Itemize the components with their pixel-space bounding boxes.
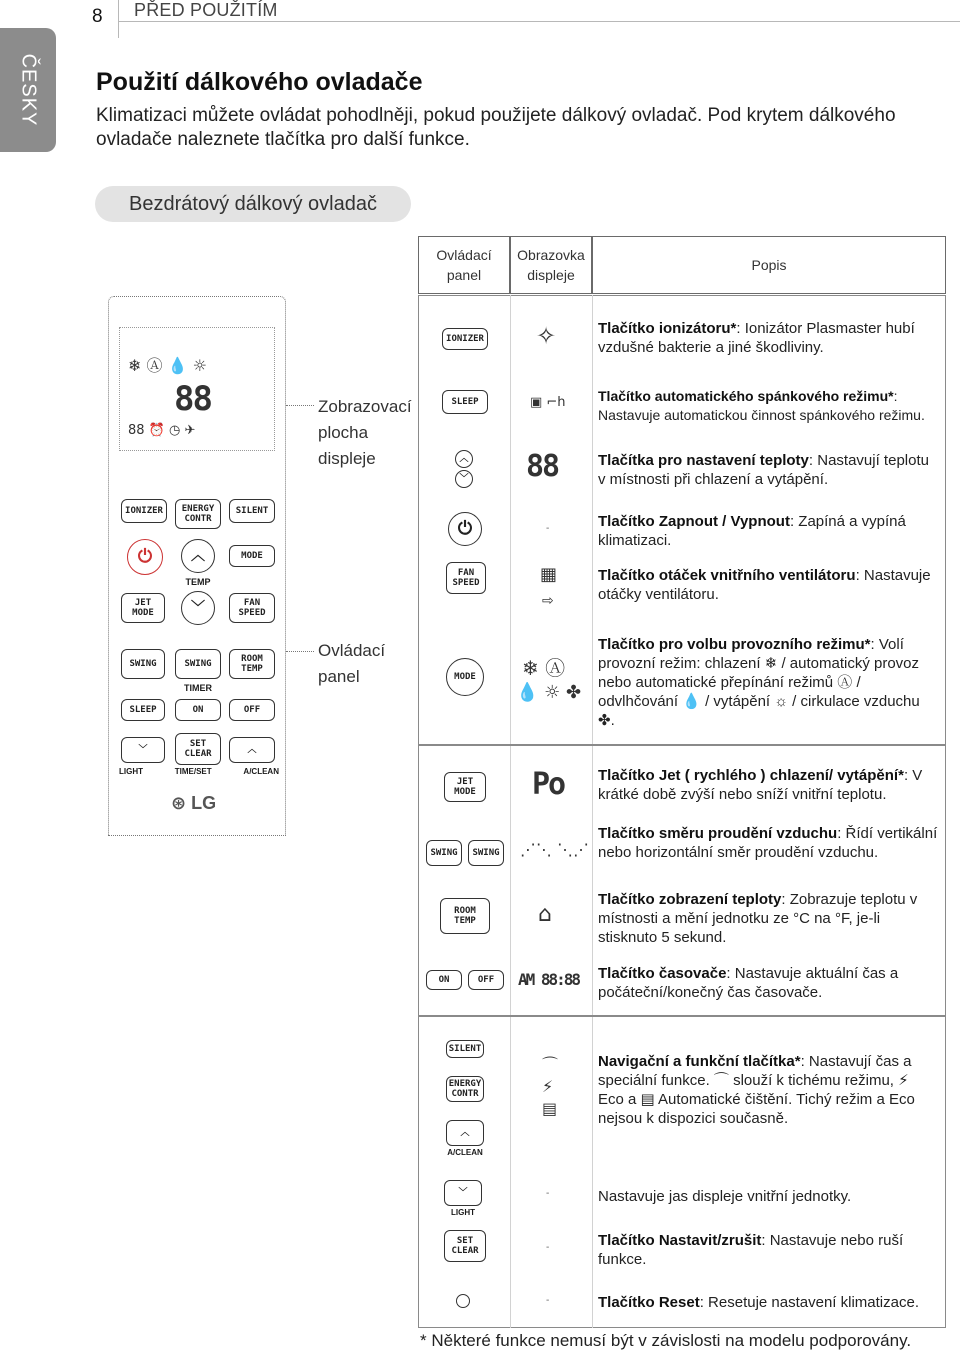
swing-display-icon: ⋰⋱ ⋱⋰	[520, 840, 590, 859]
chevron-up-icon: ︿	[460, 1128, 470, 1138]
row-ionizer-text: : Ionizátor Plasmaster hubí vzdušné bakterie a jiné škodliviny.	[598, 320, 915, 356]
remote-jet-button[interactable]: JET MODE	[121, 593, 165, 623]
row-swing-desc	[598, 824, 938, 862]
fan-display-icon: ▦	[540, 564, 558, 585]
mode-button[interactable]: MODE	[446, 658, 484, 696]
row-power-text: : Zapíná a vypíná klimatizaci.	[598, 513, 906, 549]
row-reset-desc	[598, 1293, 938, 1312]
timer-on-button[interactable]: ON	[426, 970, 462, 990]
timer-off-button[interactable]: OFF	[468, 970, 504, 990]
remote-bottom-labels	[119, 767, 279, 776]
power-icon: ⏻	[457, 518, 473, 539]
silent-button[interactable]: SILENT	[446, 1040, 484, 1058]
chevron-down-icon: ﹀	[459, 474, 469, 484]
row-fan-desc	[598, 566, 938, 604]
remote-power-button[interactable]	[127, 539, 163, 575]
remote-energy-button[interactable]: ENERGY CONTR	[175, 499, 221, 529]
page-title: Použití dálkového ovladače	[96, 68, 423, 96]
sleep-display-icon: ▣ ⌐h	[530, 395, 566, 410]
row-ionizer-title: Tlačítko ionizátoru*	[598, 320, 737, 337]
language-tab	[0, 28, 56, 152]
remote-fan-button[interactable]: FAN SPEED	[229, 593, 275, 623]
room-temp-button[interactable]: ROOM TEMP	[440, 898, 490, 934]
table-frame	[418, 295, 946, 1328]
row-mode-desc	[598, 635, 938, 730]
header-display: Obrazovka displeje	[510, 236, 592, 294]
snowflake-icon: ❄ Ⓐ 💧 ☼	[128, 356, 207, 375]
chevron-down-icon: ﹀	[191, 600, 205, 616]
row-fan-text: : Nastavuje otáčky ventilátoru.	[598, 567, 931, 603]
row-sleep-title: Tlačítko automatického spánkového režimu*	[598, 388, 894, 404]
chevron-up-icon: ︿	[459, 454, 469, 464]
header-panel: Ovládací panel	[418, 236, 510, 294]
display-digits: 88	[174, 379, 211, 419]
row-sleep-desc	[598, 387, 938, 425]
remote-temp-down-button[interactable]	[181, 591, 215, 625]
row-setclear-desc	[598, 1231, 938, 1269]
remote-temp-up-button[interactable]	[181, 539, 215, 573]
row-roomtemp-text: : Zobrazuje teplotu v místnosti a mění jednotku ze °C na °F, je-li stisknuto 5 sekund.	[598, 891, 918, 946]
row-light-desc: Nastavuje jas displeje vnitřní jednotky.	[598, 1188, 852, 1205]
row-temp-desc	[598, 451, 938, 489]
row-swing-text: : Řídí vertikální nebo horizontální směr proudění vzduchu.	[598, 825, 938, 861]
intro-text: Klimatizaci můžete ovládat pohodlněji, pokud použijete dálkový ovladač. Pod krytem dálkového ovladače naleznete tlačítka pro další funkce.	[96, 105, 896, 150]
reset-display: -	[546, 1295, 550, 1306]
row-divider	[418, 744, 946, 746]
header-description: Popis	[592, 236, 946, 294]
aclean-label: A/CLEAN	[243, 767, 279, 776]
remote-control	[108, 296, 286, 836]
header-rule	[118, 21, 960, 22]
remote-down-button[interactable]	[121, 737, 165, 763]
header-separator	[118, 0, 119, 38]
row-fan-title: Tlačítko otáček vnitřního ventilátoru	[598, 567, 856, 584]
row-nav-text: : Nastavují čas a speciální funkce. ⌒ slouží k tichému režimu, ⚡ Eco a ▤ Automatické čištění. Tichý režim a Eco nejsou k dispozici současně.	[598, 1053, 915, 1127]
reset-button[interactable]	[456, 1294, 470, 1308]
aclean-label: A/CLEAN	[447, 1148, 483, 1157]
remote-swing-button[interactable]: SWING	[121, 649, 165, 679]
row-roomtemp-title: Tlačítko zobrazení teploty	[598, 891, 782, 908]
ionizer-icon: ✧	[536, 322, 557, 350]
leader-line	[286, 405, 314, 406]
row-ionizer-desc	[598, 319, 938, 357]
row-reset-title: Tlačítko Reset	[598, 1294, 700, 1311]
display-icons: 88 ⏰ ◷ ✈	[128, 423, 196, 438]
light-display: -	[546, 1188, 550, 1199]
remote-on-button[interactable]: ON	[175, 699, 221, 721]
brand-label: LG	[191, 793, 217, 813]
chevron-up-icon: ︿	[191, 548, 205, 564]
language-label: ČESKY	[17, 53, 40, 127]
row-timer-text: : Nastavuje aktuální čas a počáteční/konečný čas časovače.	[598, 965, 899, 1001]
row-jet-text: : V krátké době zvýší nebo sníží vnitřní teplotu.	[598, 767, 923, 803]
timeset-label: TIME/SET	[174, 767, 212, 776]
remote-off-button[interactable]: OFF	[229, 699, 275, 721]
row-nav-desc	[598, 1052, 938, 1128]
setclear-display: -	[546, 1242, 550, 1253]
fan-arrow-icon: ⇨	[542, 593, 554, 609]
swing-vertical-button[interactable]: SWING	[426, 840, 462, 866]
remote-temp-label: TEMP	[185, 577, 211, 587]
lg-logo: ⊛ LG	[171, 793, 217, 813]
row-mode-title: Tlačítko pro volbu provozního režimu*	[598, 636, 871, 653]
remote-up-button[interactable]	[229, 737, 275, 763]
page-number: 8	[92, 6, 103, 27]
row-roomtemp-desc	[598, 890, 938, 947]
mode-icons-top: ❄ Ⓐ	[522, 656, 566, 680]
row-power-desc	[598, 512, 938, 550]
row-jet-desc	[598, 766, 938, 804]
chevron-up-icon: ︿	[247, 745, 257, 755]
display-area-label: Zobrazovací plocha displeje	[318, 397, 412, 468]
row-temp-title: Tlačítka pro nastavení teploty	[598, 452, 809, 469]
row-setclear-title: Tlačítko Nastavit/zrušit	[598, 1232, 762, 1249]
chevron-down-icon: ﹀	[138, 745, 148, 755]
light-label: LIGHT	[119, 767, 143, 776]
remote-silent-button[interactable]: SILENT	[229, 499, 275, 523]
mode-icons-bottom: 💧 ☼ ✤	[516, 682, 582, 703]
footnote: * Některé funkce nemusí být v závislosti na modelu podporovány.	[420, 1331, 912, 1350]
row-setclear-text: : Nastavuje nebo ruší funkce.	[598, 1232, 904, 1268]
power-icon: ⏻	[137, 546, 153, 567]
temp-display: 88	[526, 449, 559, 484]
row-jet-title: Tlačítko Jet ( rychlého ) chlazení/ vytápění*	[598, 767, 904, 784]
power-display: -	[546, 523, 550, 534]
room-temp-icon: ⌂	[538, 902, 552, 927]
temp-up-button[interactable]	[455, 450, 473, 468]
remote-timer-label: TIMER	[184, 683, 212, 693]
remote-sleep-button[interactable]: SLEEP	[121, 699, 165, 721]
remote-mode-button[interactable]: MODE	[229, 545, 275, 567]
remote-set-button[interactable]: SET CLEAR	[175, 733, 221, 765]
nav-display-icons: ⌒ ⚡ ▤	[542, 1055, 559, 1118]
row-nav-title: Navigační a funkční tlačítka*	[598, 1053, 801, 1070]
row-mode-text: : Volí provozní režim: chlazení ❄ / automatický provoz nebo automatické přepínání režimů Ⓐ / odvlhčování 💧 / vytápění ☼ / cirkulace vzduchu ✤.	[598, 636, 920, 729]
sleep-button[interactable]: SLEEP	[442, 390, 488, 414]
section-heading: PŘED POUŽITÍM	[134, 0, 278, 20]
swing-horizontal-button[interactable]: SWING	[468, 840, 504, 866]
control-panel-label: Ovládací panel	[318, 641, 386, 686]
ionizer-button[interactable]: IONIZER	[442, 328, 488, 350]
timer-display: AM 88:88	[518, 970, 580, 989]
energy-control-button[interactable]: ENERGY CONTR	[446, 1076, 484, 1102]
aclean-button[interactable]	[446, 1120, 484, 1146]
jet-display: Po	[532, 767, 565, 802]
row-sleep-text: : Nastavuje automatickou činnost spánkového režimu.	[598, 388, 925, 423]
row-temp-text: : Nastavují teplotu v místnosti při chlazení a vytápění.	[598, 452, 929, 488]
fan-speed-button[interactable]: FAN SPEED	[446, 562, 486, 594]
jet-mode-button[interactable]: JET MODE	[444, 772, 486, 802]
section-pill: Bezdrátový dálkový ovladač	[95, 186, 411, 222]
column-divider	[592, 295, 593, 1328]
light-button[interactable]	[444, 1180, 482, 1206]
remote-room-button[interactable]: ROOM TEMP	[229, 649, 275, 679]
row-timer-desc	[598, 964, 938, 1002]
temp-down-button[interactable]	[455, 470, 473, 488]
column-divider	[510, 295, 511, 1328]
row-power-title: Tlačítko Zapnout / Vypnout	[598, 513, 790, 530]
set-clear-button[interactable]: SET CLEAR	[444, 1230, 486, 1262]
chevron-down-icon: ﹀	[458, 1188, 468, 1198]
row-swing-title: Tlačítko směru proudění vzduchu	[598, 825, 838, 842]
leader-line	[286, 651, 314, 652]
row-reset-text: : Resetuje nastavení klimatizace.	[699, 1294, 919, 1311]
row-timer-title: Tlačítko časovače	[598, 965, 727, 982]
power-button[interactable]	[448, 512, 482, 546]
row-divider	[418, 1015, 946, 1017]
remote-swing-h-button[interactable]: SWING	[175, 649, 221, 679]
light-label: LIGHT	[451, 1208, 475, 1217]
remote-display-area	[119, 327, 275, 451]
remote-ionizer-button[interactable]: IONIZER	[121, 499, 167, 523]
